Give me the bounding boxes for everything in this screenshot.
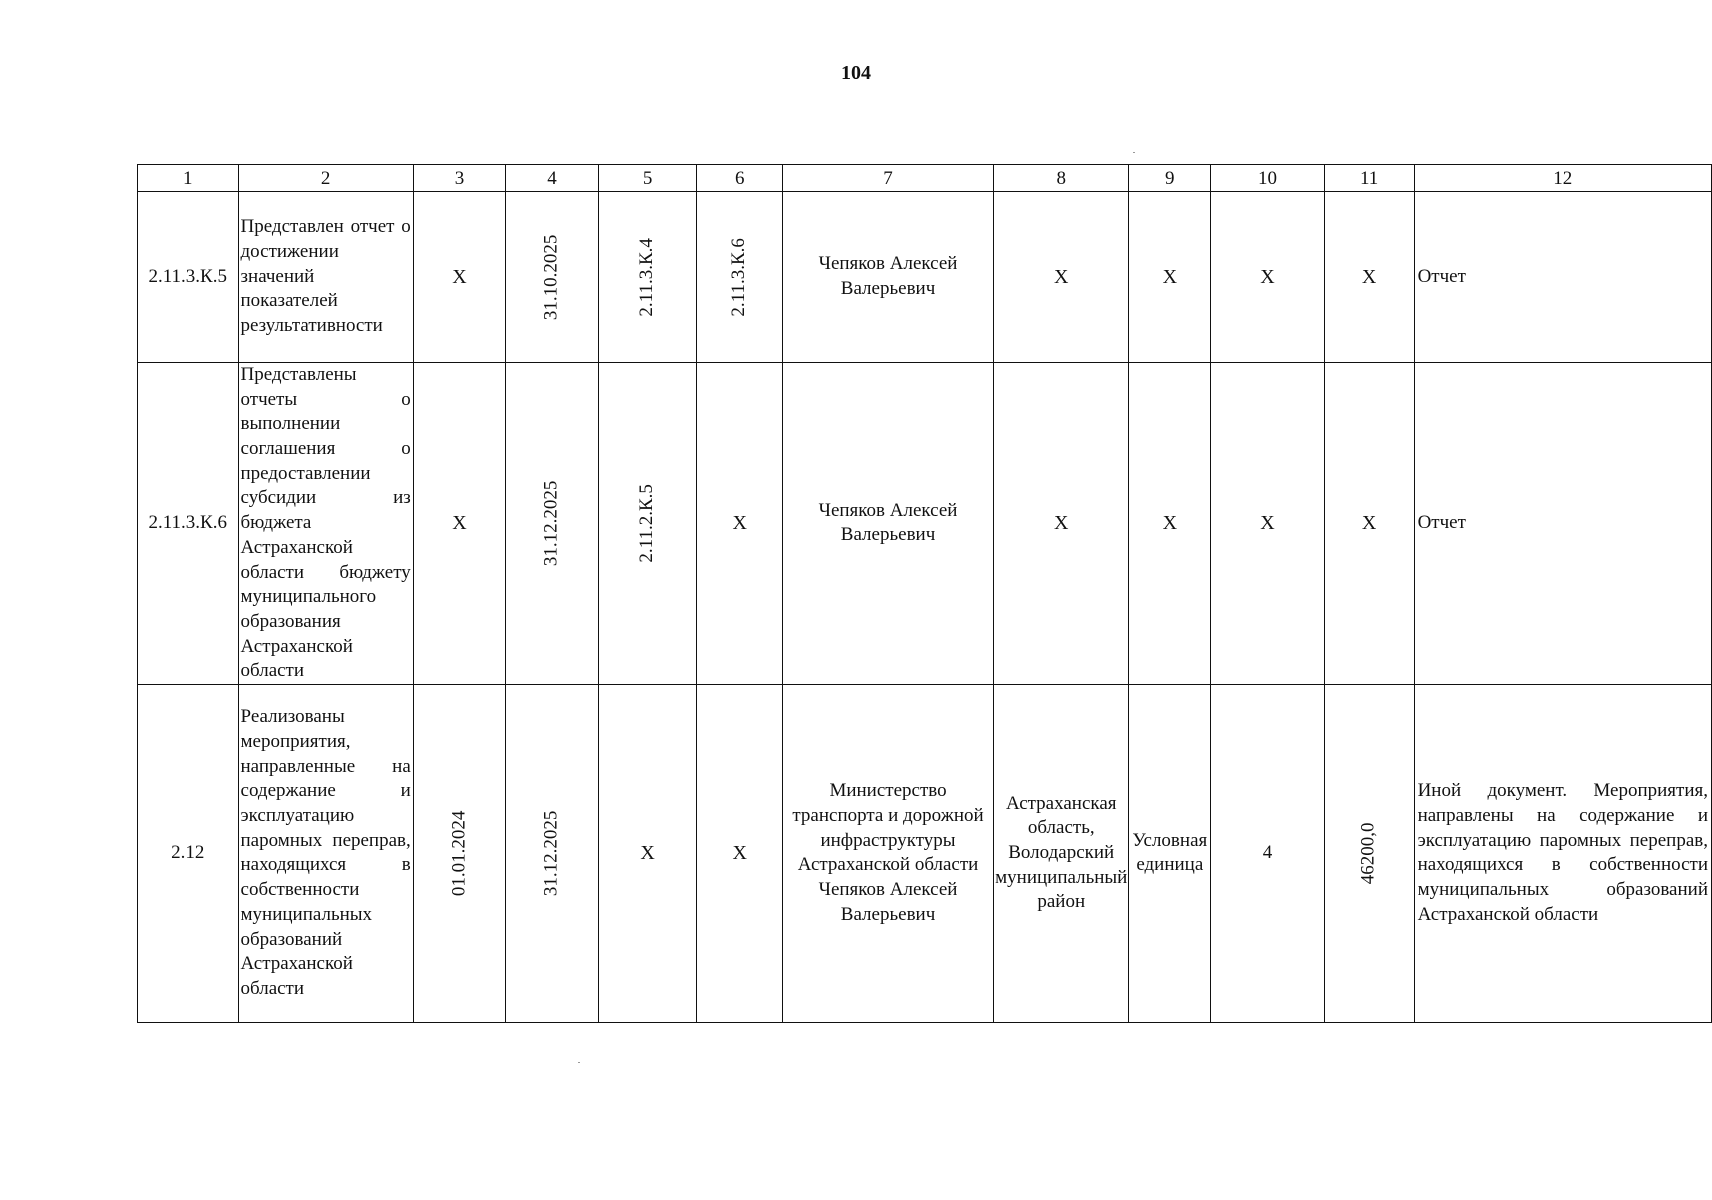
quantity-cell: 4 (1211, 684, 1324, 1022)
end-date-text: 31.12.2025 (540, 480, 562, 567)
header-cell: 3 (413, 165, 506, 192)
header-cell: 11 (1324, 165, 1414, 192)
predecessor-text: 2.11.2.К.5 (636, 484, 658, 563)
unit-cell: X (1129, 192, 1211, 363)
unit-cell: Условная единица (1129, 684, 1211, 1022)
header-cell: 8 (994, 165, 1129, 192)
header-cell: 1 (138, 165, 239, 192)
document-type-cell: Иной документ. Мероприятия, направлены на содержание и эксплуатацию паромных переправ, находящихся в собственности муниципальных образований Астраханской области (1414, 684, 1711, 1022)
table-row (138, 192, 1712, 363)
predecessor-cell (598, 363, 697, 685)
header-cell: 7 (782, 165, 993, 192)
header-cell: 12 (1414, 165, 1711, 192)
responsible-cell: Министерство транспорта и дорожной инфраструктуры Астраханской области Чепяков Алексей Валерьевич (782, 684, 993, 1022)
header-cell: 6 (697, 165, 782, 192)
header-cell: 9 (1129, 165, 1211, 192)
successor-cell (697, 192, 782, 363)
end-date-cell (506, 684, 599, 1022)
table-row (138, 363, 1712, 685)
table-header-row (138, 165, 1712, 192)
successor-cell: X (697, 363, 782, 685)
end-date-text: 31.10.2025 (540, 234, 562, 320)
successor-text: 2.11.3.К.6 (728, 237, 750, 317)
header-cell: 5 (598, 165, 697, 192)
successor-cell: X (697, 684, 782, 1022)
end-date-cell (506, 363, 599, 685)
responsible-cell: Чепяков Алексей Валерьевич (782, 363, 993, 685)
quantity-cell: X (1211, 192, 1324, 363)
unit-cell: X (1129, 363, 1211, 685)
row-number-cell: 2.11.3.К.6 (138, 363, 239, 685)
territory-cell: Астраханская область, Володарский муниципальный район (994, 684, 1129, 1022)
quantity-cell: X (1211, 363, 1324, 685)
start-date-text: 01.01.2024 (448, 810, 470, 897)
table-row (138, 684, 1712, 1022)
responsible-cell: Чепяков Алексей Валерьевич (782, 192, 993, 363)
amount-cell: X (1324, 192, 1414, 363)
row-number-cell: 2.12 (138, 684, 239, 1022)
predecessor-cell (598, 192, 697, 363)
header-cell: 4 (506, 165, 599, 192)
result-description-cell: Представлены отчеты о выполнении соглашения о предоставлении субсидии из бюджета Астраханской области бюджету муниципального образования Астраханской области (238, 363, 413, 685)
row-number-cell: 2.11.3.К.5 (138, 192, 239, 363)
territory-cell: X (994, 363, 1129, 685)
territory-cell: X (994, 192, 1129, 363)
end-date-cell (506, 192, 599, 363)
amount-cell: X (1324, 363, 1414, 685)
document-table (137, 164, 1712, 1023)
amount-text: 46200,0 (1357, 822, 1379, 885)
amount-cell (1324, 684, 1414, 1022)
start-date-cell: X (413, 363, 506, 685)
start-date-cell (413, 684, 506, 1022)
result-description-cell: Реализованы мероприятия, направленные на содержание и эксплуатацию паромных переправ, находящихся в собственности муниципальных образований Астраханской области (238, 684, 413, 1022)
page-number: 104 (841, 62, 871, 84)
result-description-cell: Представлен отчет о достижении значений показателей результативности (238, 192, 413, 363)
document-type-cell: Отчет (1414, 192, 1711, 363)
scan-speck (1133, 152, 1135, 153)
header-cell: 10 (1211, 165, 1324, 192)
scan-speck (578, 1062, 580, 1063)
document-type-cell: Отчет (1414, 363, 1711, 685)
end-date-text: 31.12.2025 (540, 810, 562, 897)
start-date-cell: X (413, 192, 506, 363)
header-cell: 2 (238, 165, 413, 192)
predecessor-cell: X (598, 684, 697, 1022)
predecessor-text: 2.11.3.К.4 (636, 237, 658, 317)
